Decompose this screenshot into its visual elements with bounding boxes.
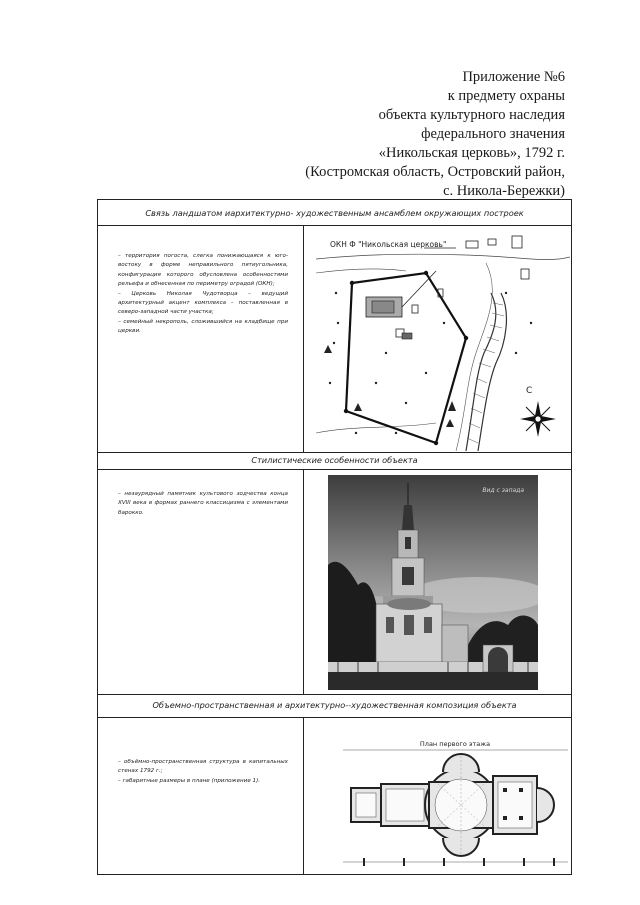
header-line: с. Никола-Бережки) — [443, 183, 565, 199]
composition-text — [118, 758, 288, 786]
column-divider — [303, 470, 304, 694]
text-paragraph: – незаурядный памятник культового зодчества конца XVIII века в формах раннего классицизма с элементами барокко. — [118, 491, 288, 516]
text-paragraph: – габаритные размеры в плане (приложение 1). — [118, 777, 261, 784]
church-photo — [328, 475, 538, 690]
landscape-text — [118, 252, 288, 337]
site-plan-drawing — [316, 233, 570, 451]
header-line: «Никольская церковь», 1792 г. — [378, 145, 565, 161]
header-line: к предмету охраны — [447, 88, 565, 104]
header-line: федерального значения — [421, 126, 565, 142]
style-text — [118, 490, 288, 518]
plan-caption: План первого этажа — [419, 740, 491, 748]
header-line: (Костромская область, Островский район, — [305, 164, 565, 180]
column-divider — [303, 226, 304, 452]
map-label: ОКН Ф "Никольская церковь" — [330, 240, 447, 249]
section-title-landscape: Связь ландшатом иархитектурно- художественным ансамблем окружающих построек — [98, 204, 571, 226]
protection-subject-table — [97, 199, 572, 875]
header-line: Приложение №6 — [462, 69, 565, 85]
section-title-composition: Объемно-пространственная и архитектурно--художественная композиция объекта — [98, 694, 571, 718]
floor-plan-drawing — [343, 736, 568, 872]
compass-letter: С — [526, 386, 533, 396]
site-plan-map — [316, 233, 570, 451]
text-paragraph: – семейный некрополь, сложившийся на кладбище при церкви. — [118, 318, 288, 335]
document-header — [235, 68, 565, 201]
text-paragraph: – территория погоста, слегка понижающаяся к юго-востоку в форме неправильного пятиугольника, конфигурация которого обусловлена особенностями рельефа и обнесенная по периметру оградой (ОКН); — [118, 253, 288, 288]
photo-caption: Вид с запада — [482, 487, 524, 494]
text-paragraph: – объёмно-пространственная структура в капитальных стенах 1792 г.; — [118, 759, 288, 775]
text-paragraph: – Церковь Николая Чудотворца – ведущий архитектурный акцент комплекса – поставленная в северо-западной части участка; — [118, 290, 288, 316]
church-photo-image — [328, 475, 538, 690]
header-line: объекта культурного наследия — [378, 107, 565, 123]
section-title-style: Стилистические особенности объекта — [98, 452, 571, 470]
compass-rose-icon — [520, 401, 556, 437]
floor-plan — [343, 736, 568, 872]
column-divider — [303, 718, 304, 874]
